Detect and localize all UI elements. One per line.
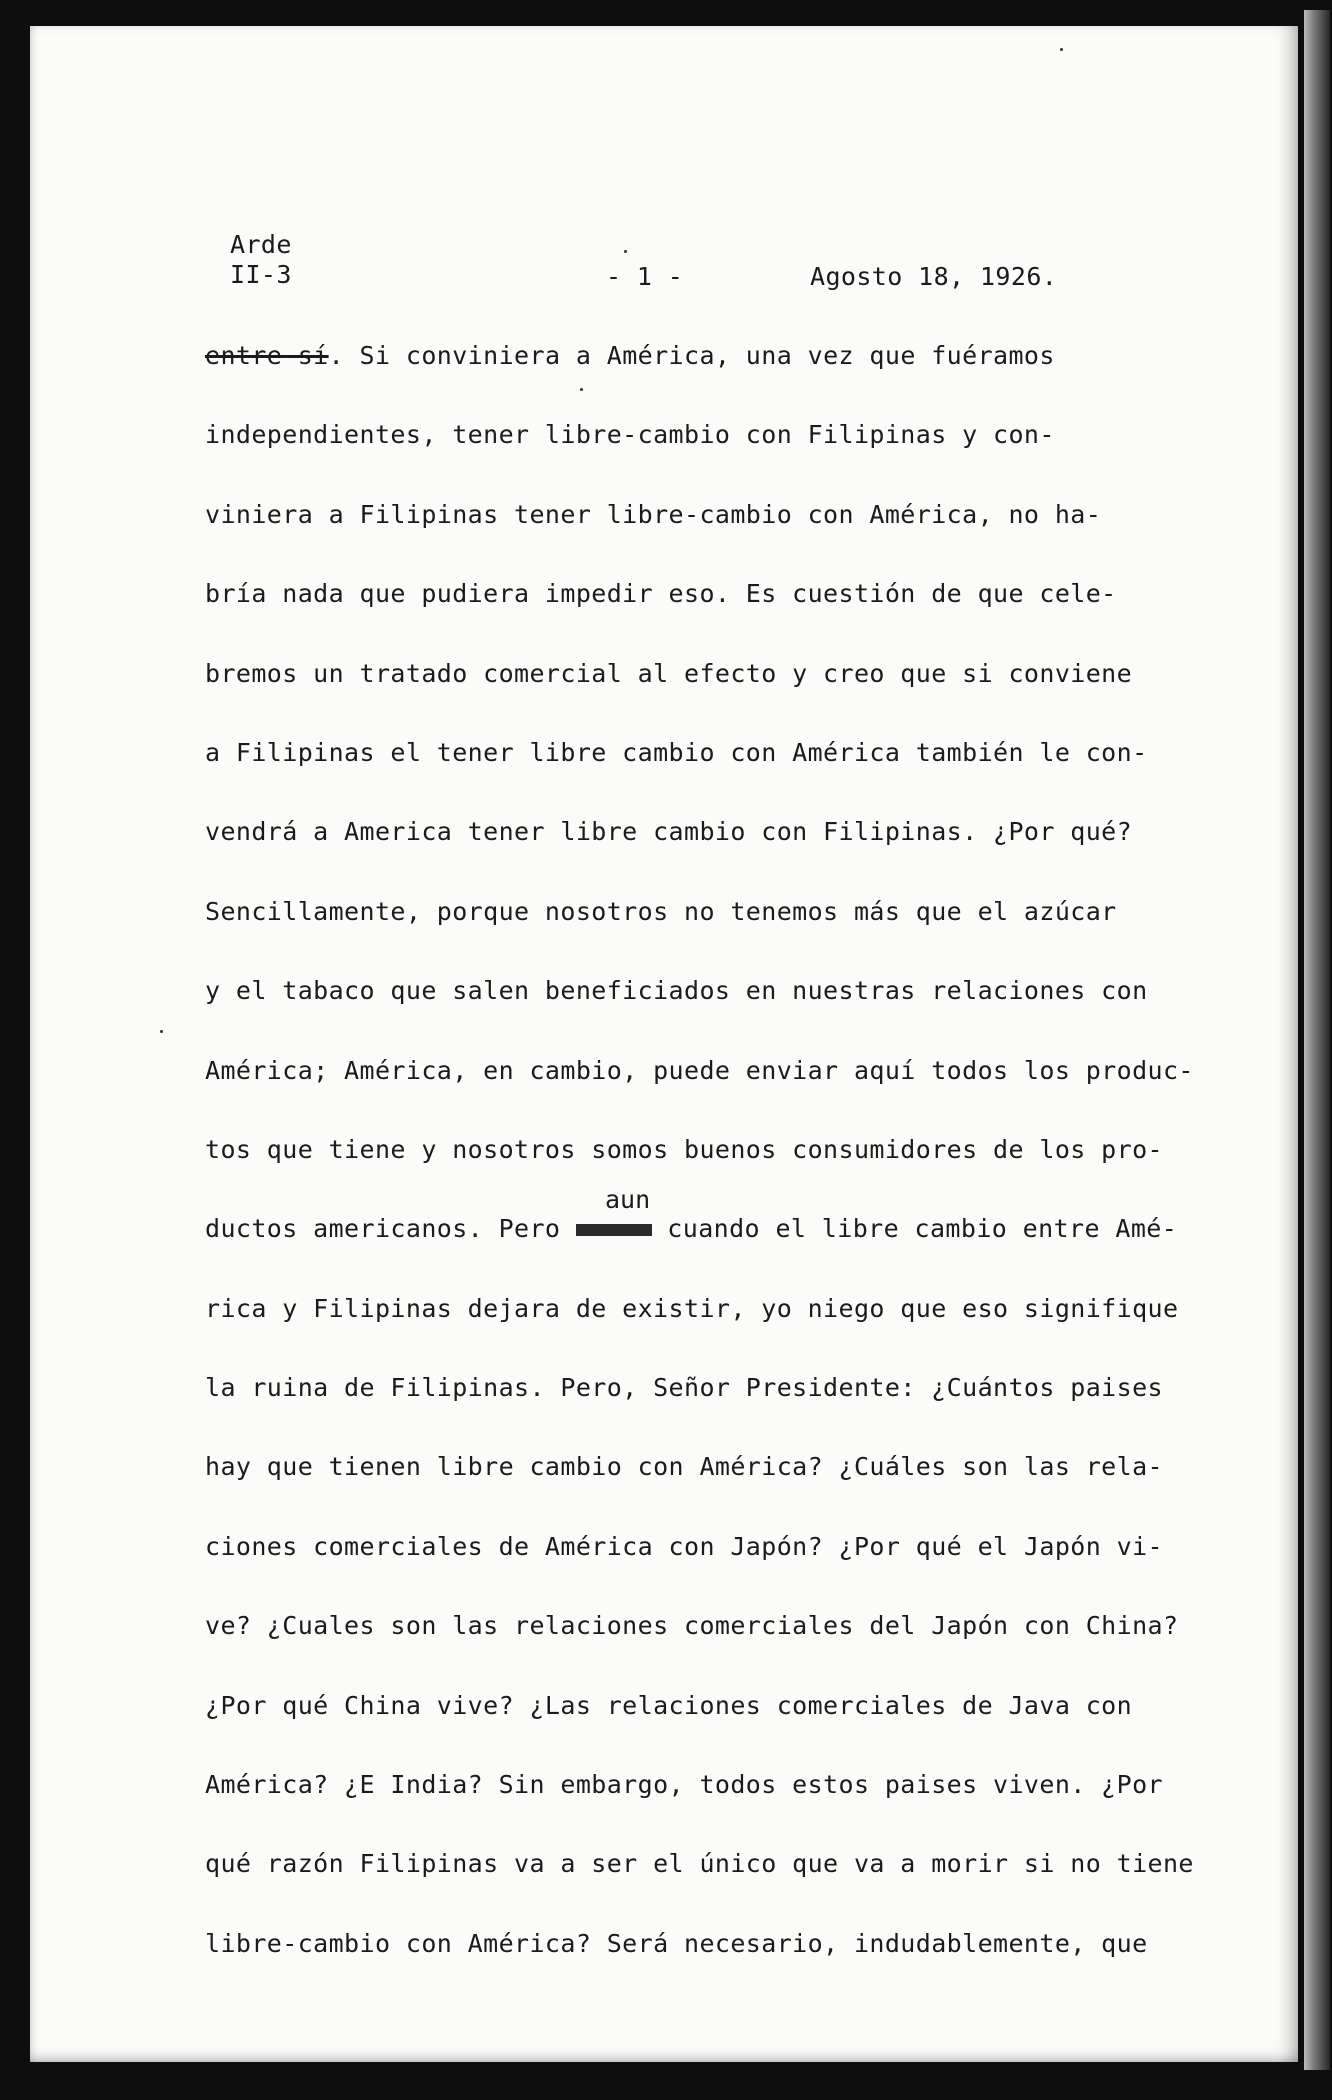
body-line-7: vendrá a America tener libre cambio con Filipinas. ¿Por qué? <box>205 817 1133 847</box>
body-line-9: y el tabaco que salen beneficiados en nuestras relaciones con <box>205 976 1148 1006</box>
body-line-12 <box>205 1211 1225 1290</box>
header-block <box>230 230 292 290</box>
interlinear-correction: aun <box>605 1185 651 1214</box>
header-author: Arde <box>230 230 292 259</box>
body-line-17: ve? ¿Cuales son las relaciones comerciales del Japón con China? <box>205 1611 1179 1641</box>
body-line-10: América; América, en cambio, puede enviar aquí todos los produc- <box>205 1055 1194 1085</box>
typed-over-deletion <box>576 1224 652 1236</box>
body-line-13: rica y Filipinas dejara de existir, yo niego que eso signifique <box>205 1293 1179 1323</box>
body-line-19: América? ¿E India? Sin embargo, todos estos paises viven. ¿Por <box>205 1770 1163 1800</box>
body-line-11: tos que tiene y nosotros somos buenos consumidores de los pro- <box>205 1134 1163 1164</box>
header-code: II-3 <box>230 260 292 289</box>
body-line-16: ciones comerciales de América con Japón? ¿Por qué el Japón vi- <box>205 1531 1163 1561</box>
body-line-5: bremos un tratado comercial al efecto y creo que si conviene <box>205 658 1133 688</box>
paper-speck <box>624 250 627 253</box>
paper-speck <box>1060 48 1063 51</box>
body-line-2: independientes, tener libre-cambio con Filipinas y con- <box>205 420 1055 450</box>
page-number: - 1 - <box>606 262 684 291</box>
body-line-20: qué razón Filipinas va a ser el único que va a morir si no tiene <box>205 1849 1194 1879</box>
body-line-12-tail: cuando el libre cambio entre Amé- <box>651 1214 1178 1244</box>
body-line-14: la ruina de Filipinas. Pero, Señor Presidente: ¿Cuántos paises <box>205 1373 1163 1403</box>
document-body <box>205 338 1225 2005</box>
page-edge-shadow <box>1304 10 1330 2070</box>
body-line-18: ¿Por qué China vive? ¿Las relaciones comerciales de Java con <box>205 1690 1133 1720</box>
body-line-15: hay que tienen libre cambio con América? ¿Cuáles son las rela- <box>205 1452 1163 1482</box>
body-line-1 <box>205 338 1225 417</box>
body-line-6: a Filipinas el tener libre cambio con América también le con- <box>205 737 1148 767</box>
paper-speck <box>160 1030 163 1033</box>
struck-out-text: entre sí <box>205 341 329 370</box>
body-line-1-text: . Si conviniera a América, una vez que fuéramos <box>328 341 1055 370</box>
body-line-12-head: ductos americanos. Pero <box>205 1214 561 1244</box>
body-line-3: viniera a Filipinas tener libre-cambio con América, no ha- <box>205 499 1102 529</box>
body-line-4: bría nada que pudiera impedir eso. Es cuestión de que cele- <box>205 579 1117 609</box>
paper-speck <box>580 388 583 391</box>
document-date: Agosto 18, 1926. <box>810 262 1058 291</box>
body-line-21: libre-cambio con América? Será necesario, indudablemente, que <box>205 1928 1148 1958</box>
body-line-8: Sencillamente, porque nosotros no tenemos más que el azúcar <box>205 896 1117 926</box>
